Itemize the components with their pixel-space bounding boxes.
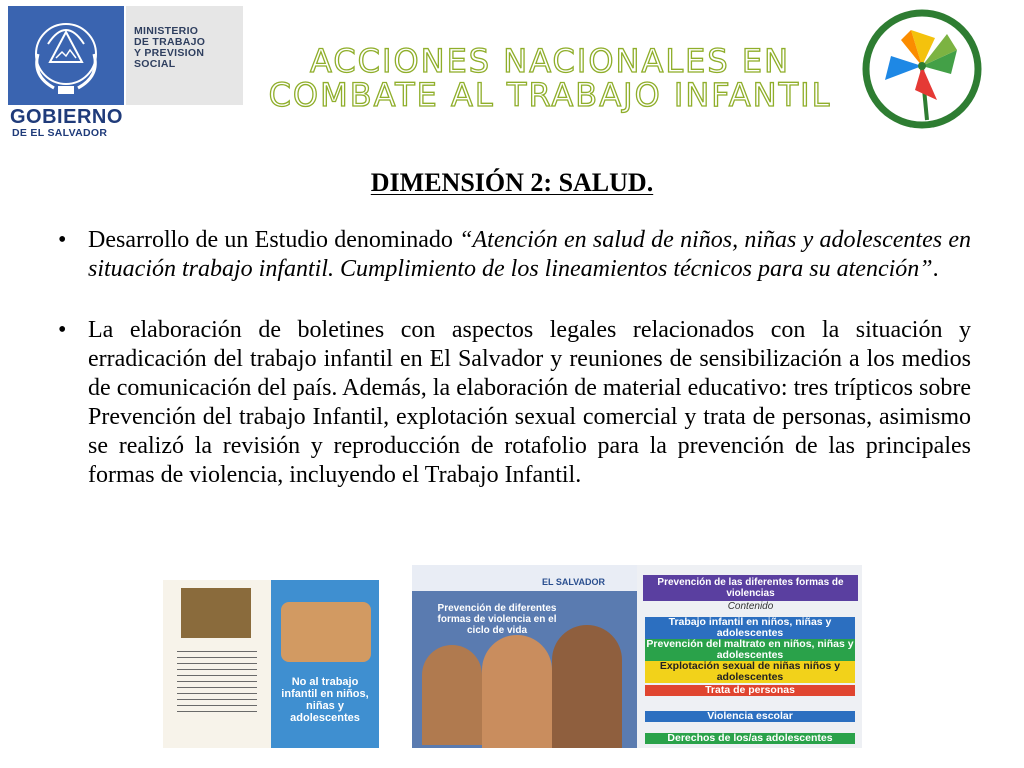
government-word: GOBIERNO xyxy=(10,106,123,128)
contents-label: Contenido xyxy=(727,601,774,612)
slide-title: ACCIONES NACIONALES EN COMBATE AL TRABAJO INFANTIL xyxy=(268,42,832,114)
cover-brand: EL SALVADOR xyxy=(542,577,606,587)
bullet-marker: • xyxy=(58,317,67,343)
cover-headline: Prevención de diferentes formas de violencia en el ciclo de vida xyxy=(437,603,557,636)
logo-blue-panel xyxy=(8,6,124,105)
contents-item: Violencia escolar xyxy=(645,711,855,722)
bullet-marker: • xyxy=(58,227,67,253)
bullet-item-materials: • La elaboración de boletines con aspectos legales relacionados con la situación y erradicación del trabajo infantil en El Salvador y reuniones de sensibilización a los medios de comunicación del país. Además, la elaboración de material educativo: tres trípticos sobre Prevención del trabajo Infantil, explotación sexual comercial y trata de personas, asimismo se realizó la revisión y reproducción de rotafolio para la prevención de las principales formas de violencia, incluyendo el Trabajo Infantil. xyxy=(58,317,971,488)
bullet-list xyxy=(58,226,971,490)
contents-item: Trata de personas xyxy=(645,685,855,696)
study-title: “Atención en salud de niños, niñas y adolescentes en situación trabajo infantil. Cumplimiento de los lineamientos técnicos para su atención” xyxy=(88,227,971,282)
country-name: DE EL SALVADOR xyxy=(12,127,108,139)
triptych-photo xyxy=(163,580,379,748)
contents-item: Trabajo infantil en niños, niñas y adolescentes xyxy=(645,617,855,639)
flipchart-contents-photo xyxy=(637,565,862,748)
pinwheel-logo-icon xyxy=(861,8,983,130)
section-subtitle: DIMENSIÓN 2: SALUD. xyxy=(370,168,654,197)
ministry-name: MINISTERIO DE TRABAJO Y PREVISION SOCIAL xyxy=(134,25,206,70)
contents-item: Derechos de los/as adolescentes xyxy=(645,733,855,744)
triptych-headline: No al trabajo infantil en niños, niñas y adolescentes xyxy=(281,676,369,724)
contents-title: Prevención de las diferentes formas de violencias xyxy=(643,575,858,601)
bullet-item-study: • Desarrollo de un Estudio denominado “Atención en salud de niños, niñas y adolescentes en situación trabajo infantil. Cumplimiento de los lineamientos técnicos para su atención”. xyxy=(58,227,971,282)
contents-item: Explotación sexual de niñas niños y adolescentes xyxy=(645,661,855,683)
flipchart-cover-photo xyxy=(412,565,637,748)
coat-of-arms-icon xyxy=(28,14,104,98)
contents-item: Prevención del maltrato en niños, niñas y adolescentes xyxy=(646,638,854,661)
government-logo xyxy=(8,6,243,139)
